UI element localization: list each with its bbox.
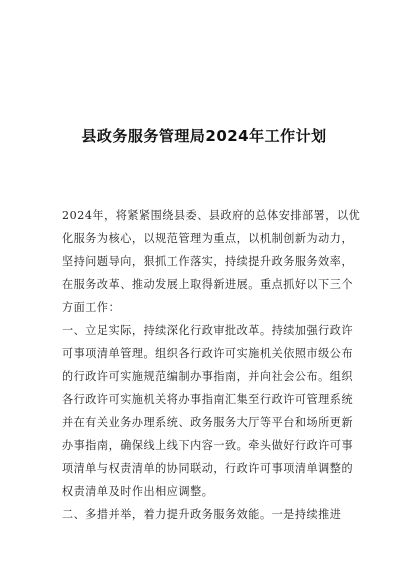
body-line: 办事指南，确保线上线下内容一致。牵头做好行政许可事 (62, 439, 354, 452)
body-line: 并在有关业务办理系统、政务服务大厅等平台和场所更新 (62, 416, 354, 429)
body-line: 方面工作： (62, 301, 121, 314)
body-line: 可事项清单管理。组织各行政许可实施机关依照市级公布 (62, 347, 354, 360)
body-line: 坚持问题导向，狠抓工作落实，持续提升政务服务效率， (62, 255, 354, 268)
section-heading-line: 一、立足实际，持续深化行政审批改革。持续加强行政许 (62, 324, 354, 337)
body-line: 权责清单及时作出相应调整。 (62, 485, 214, 498)
section-heading-line: 二、多措并举，着力提升政务服务效能。一是持续推进 (62, 508, 342, 521)
body-line: 2024年，将紧紧围绕县委、县政府的总体安排部署，以优 (62, 209, 361, 222)
body-line: 在服务改革、推动发展上取得新进展。重点抓好以下三个 (62, 278, 354, 291)
body-line: 项清单与权责清单的协同联动，行政许可事项清单调整的 (62, 462, 354, 475)
body-line: 的行政许可实施规范编制办事指南，并向社会公布。组织 (62, 370, 354, 383)
document-body (62, 204, 361, 526)
body-line: 化服务为核心，以规范管理为重点，以机制创新为动力， (62, 232, 354, 245)
document-title: 县政务服务管理局2024年工作计划 (81, 127, 327, 145)
body-line: 各行政许可实施机关将办事指南汇集至行政许可管理系统 (62, 393, 354, 406)
